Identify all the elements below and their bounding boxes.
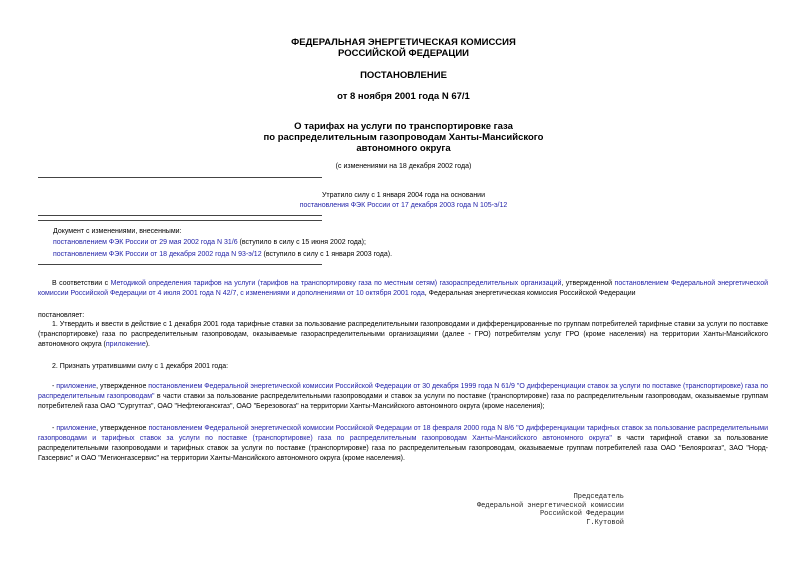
repealed-item-1: - приложение, утвержденное постановлением Федеральной энергетической комиссии Российской Федерации от 30 декабря 1999 года N 61/9 "О дифференциации ставок за услуги по поставке (транспортировке) газа по распределительным газопроводам" в части ставки за пользование распределительными газопроводами и ставок за услуги по поставке (транспортировке) газа по распределительным газопроводам, оказываемые группам потребителей газа ОАО "Сургутгаз", ОАО "Нефтеюганскгаз", ОАО "Березовогаз" на территории Ханты-Мансийского автономного округа (кроме населения); (38, 383, 769, 410)
amendment-item: постановлением ФЭК России от 29 мая 2002 года N 31/6 (вступило в силу с 15 июня 2002 года); (53, 239, 366, 246)
repealed-appendix-link-2[interactable]: приложение (56, 425, 97, 432)
doc-title-line3: автономного округа (356, 143, 451, 154)
repealed-item-2: - приложение, утвержденное постановлением Федеральной энергетической комиссии Российской Федерации от 18 февраля 2000 года N 8/6 "О дифференциации тарифных ставок за пользование распределительными газопроводами и тарифных ставок за услуги по поставке (транспортировке) газа по распределительным газопроводам Ханты-Мансийского автономного округа" в части тарифной ставки за пользование распределительными газопроводами и тарифных ставок за услуги по поставке (транспортировке) газа по распределительным газопроводам, оказываемые группам потребителей газа ОАО "Белоярскгаз", ЗАО "Норд-Газсервис" и ОАО "Мегионгазсервис" на территории Ханты-Мансийского автономного округа (кроме населения). (38, 425, 768, 462)
lost-force-note: Утратило силу с 1 января 2004 года на основании (321, 192, 486, 199)
signature-title: Председатель (573, 493, 624, 501)
amendments-intro: Документ с изменениями, внесенными: (53, 228, 182, 235)
fek-decree-8-6-link[interactable]: постановлением Федеральной энергетической комиссии Российской Федерации от 18 февраля 2000 года N 8/6 "О дифференциации тарифных ставок за пользование распределительными газопроводами и тарифных ставок за услуги по поставке (транспортировке) газа по распределительным газопроводам Ханты-Мансийского автономного округа" (38, 425, 768, 442)
fek-decree-42-7-link[interactable]: постановлением Федеральной энергетической комиссии Российской Федерации от 4 июля 2001 года N 42/7, с изменениями и дополнениями от 10 октября 2001 года (38, 280, 769, 297)
appendix-link[interactable]: приложение (105, 341, 146, 348)
preamble-paragraph: В соответствии с Методикой определения тарифов на услуги (тарифов на транспортировку газа по местным сетям) газораспределительных организаций, утвержденной постановлением Федеральной энергетической комиссии Российской Федерации от 4 июля 2001 года N 42/7, с изменениями и дополнениями от 10 октября 2001 года, Федеральная энергетическая комиссия Российской Федерации (38, 280, 769, 297)
item-2-paragraph: 2. Признать утратившими силу с 1 декабря 2001 года: (52, 363, 229, 370)
org-name-line2: РОССИЙСКОЙ ФЕДЕРАЦИИ (337, 48, 469, 59)
changes-note: (с изменениями на 18 декабря 2002 года) (335, 163, 472, 170)
amendment-item: постановлением ФЭК России от 18 декабря 2002 года N 93-э/12 (вступило в силу с 1 января 2003 года). (53, 251, 393, 258)
signature-org: Федеральной энергетической комиссии (476, 501, 624, 510)
signature-country: Российской Федерации (539, 510, 624, 518)
divider (38, 220, 322, 221)
amendment-link-1[interactable]: постановлением ФЭК России от 29 мая 2002 года N 31/6 (53, 239, 238, 246)
methodology-link[interactable]: Методикой определения тарифов на услуги (тарифов на транспортировку газа по местным сетям) газораспределительных организаций (110, 280, 562, 287)
fek-decree-61-9-link[interactable]: постановлением Федеральной энергетической комиссии Российской Федерации от 30 декабря 1999 года N 61/9 "О дифференциации ставок за услуги по поставке (транспортировке) газа по распределительным газопроводам" (38, 383, 768, 400)
doc-title-line1: О тарифах на услуги по транспортировке газа (294, 121, 513, 132)
lost-force-link[interactable]: постановления ФЭК России от 17 декабря 2003 года N 105-э/12 (299, 202, 508, 209)
signature-block (477, 493, 624, 527)
doc-date-number: от 8 ноября 2001 года N 67/1 (337, 91, 470, 102)
divider (38, 264, 322, 265)
doc-title-line2: по распределительным газопроводам Ханты-Мансийского (263, 132, 544, 143)
amendment-link-2[interactable]: постановлением ФЭК России от 18 декабря 2002 года N 93-э/12 (53, 251, 262, 258)
divider (38, 215, 322, 216)
decree-word: постановляет: (38, 312, 85, 319)
divider (38, 177, 322, 178)
repealed-appendix-link-1[interactable]: приложение (56, 383, 97, 390)
signature-name: Г.Кутовой (586, 518, 624, 527)
org-name-line1: ФЕДЕРАЛЬНАЯ ЭНЕРГЕТИЧЕСКАЯ КОМИССИЯ (291, 37, 516, 48)
item-1-paragraph: 1. Утвердить и ввести в действие с 1 декабря 2001 года тарифные ставки за пользование распределительными газопроводами и дифференцированные по группам потребителей тарифные ставки за услуги по поставке (транспортировке) газа по распределительным газопроводам, оказываемые газораспределительными организациями (далее - ГРО) потребителям услуг ГРО (кроме населения) на территории Ханты-Мансийского автономного округа (приложение). (38, 321, 768, 348)
doc-type: ПОСТАНОВЛЕНИЕ (360, 70, 447, 81)
